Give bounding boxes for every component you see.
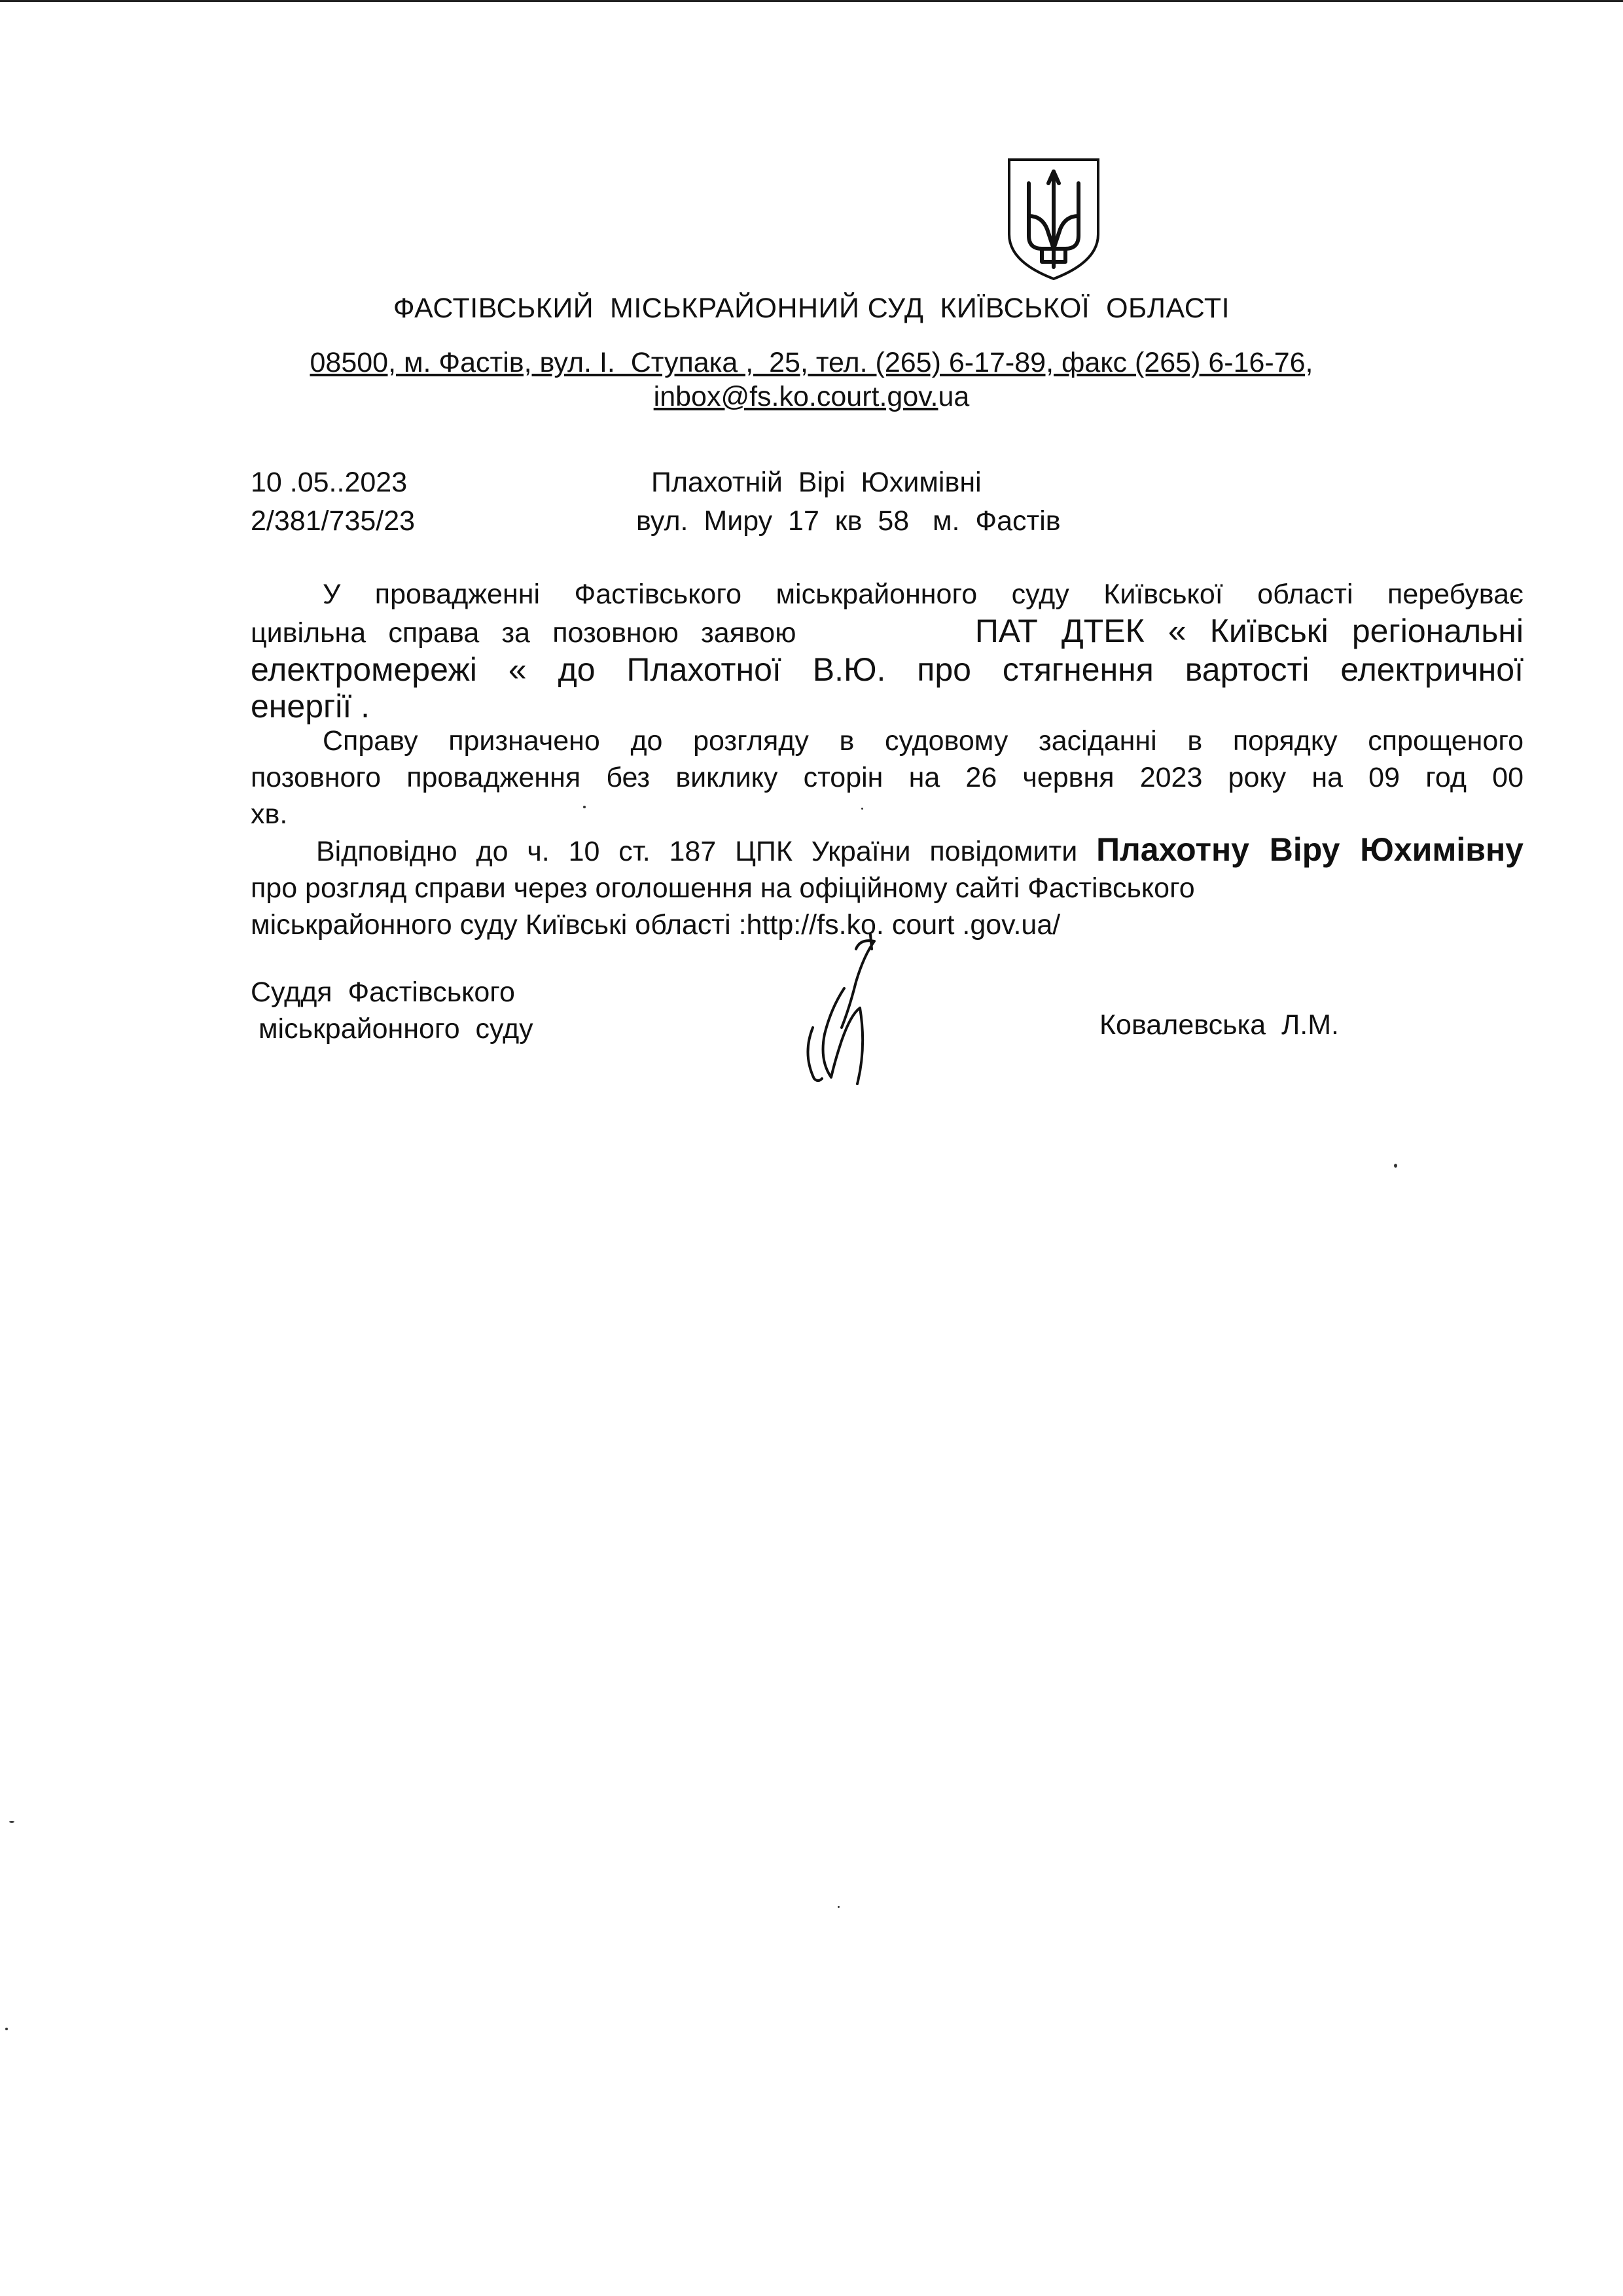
paragraph-line bbox=[251, 613, 1524, 651]
coat-of-arms-icon bbox=[1005, 157, 1102, 281]
court-address bbox=[0, 347, 1623, 379]
paragraph-fragment-large: ПАТ ДТЕК « Київські регіональні bbox=[974, 613, 1524, 649]
paragraph-case-info bbox=[251, 576, 1524, 725]
paragraph-line: електромережі « до Плахотної В.Ю. про стягнення вартості електричної bbox=[251, 651, 1524, 688]
court-email bbox=[0, 381, 1623, 413]
judge-name: Ковалевська Л.М. bbox=[1099, 1009, 1340, 1041]
paragraph-line: міськрайонного суду Київські області :http://fs.ko. court .gov.ua/ bbox=[251, 909, 1061, 941]
scan-speck bbox=[9, 1821, 14, 1823]
paragraph-line: позовного провадження без виклику сторін на 26 червня 2023 року на 09 год 00 bbox=[251, 762, 1524, 793]
recipient-name: Плахотній Вірі Юхимівні bbox=[651, 467, 982, 498]
paragraph-line: енергії . bbox=[251, 688, 370, 725]
top-border-line bbox=[0, 0, 1623, 2]
recipient-address: вул. Миру 17 кв 58 м. Фастів bbox=[636, 505, 1061, 537]
handwritten-signature bbox=[779, 929, 897, 1086]
letter-date: 10 .05..2023 bbox=[251, 467, 408, 498]
court-name-heading: ФАСТІВСЬКИЙ МІСЬКРАЙОННИЙ СУД КИЇВСЬКОЇ ОБЛАСТІ bbox=[393, 293, 1230, 324]
judge-title-line: міськрайонного суду bbox=[251, 1013, 533, 1045]
paragraph-line: про розгляд справи через оголошення на офіційному сайті Фастівського bbox=[251, 872, 1195, 904]
paragraph-hearing-info bbox=[251, 723, 1524, 833]
court-email-tail: ua bbox=[938, 381, 970, 412]
case-number: 2/381/735/23 bbox=[251, 505, 416, 537]
paragraph-line: Справу призначено до розгляду в судовому засіданні в порядку спрощеного bbox=[323, 725, 1524, 757]
paragraph-fragment-bold: Плахотну Віру Юхимівну bbox=[1096, 831, 1524, 868]
scan-speck bbox=[5, 2028, 8, 2030]
scan-speck bbox=[1394, 1164, 1397, 1168]
paragraph-notification bbox=[251, 831, 1524, 943]
court-email-underlined: inbox@fs.ko.court.gov. bbox=[653, 381, 938, 412]
scan-speck bbox=[838, 1906, 840, 1908]
judge-title-line: Суддя Фастівського bbox=[251, 977, 515, 1008]
paragraph-line: хв. bbox=[251, 798, 288, 830]
paragraph-fragment: цивільна справа за позовною заявою bbox=[251, 617, 796, 649]
paragraph-fragment: Відповідно до ч. 10 ст. 187 ЦПК України повідомити bbox=[316, 836, 1078, 867]
scan-speck bbox=[583, 806, 586, 808]
judge-title bbox=[251, 974, 533, 1047]
paragraph-line bbox=[251, 831, 1524, 870]
scan-speck bbox=[861, 808, 863, 810]
paragraph-line: У провадженні Фастівського міськрайонного суду Київської області перебуває bbox=[323, 579, 1524, 610]
court-address-text: 08500, м. Фастів, вул. І. Ступака , 25, тел. (265) 6-17-89, факс (265) 6-16-76, bbox=[310, 347, 1313, 378]
